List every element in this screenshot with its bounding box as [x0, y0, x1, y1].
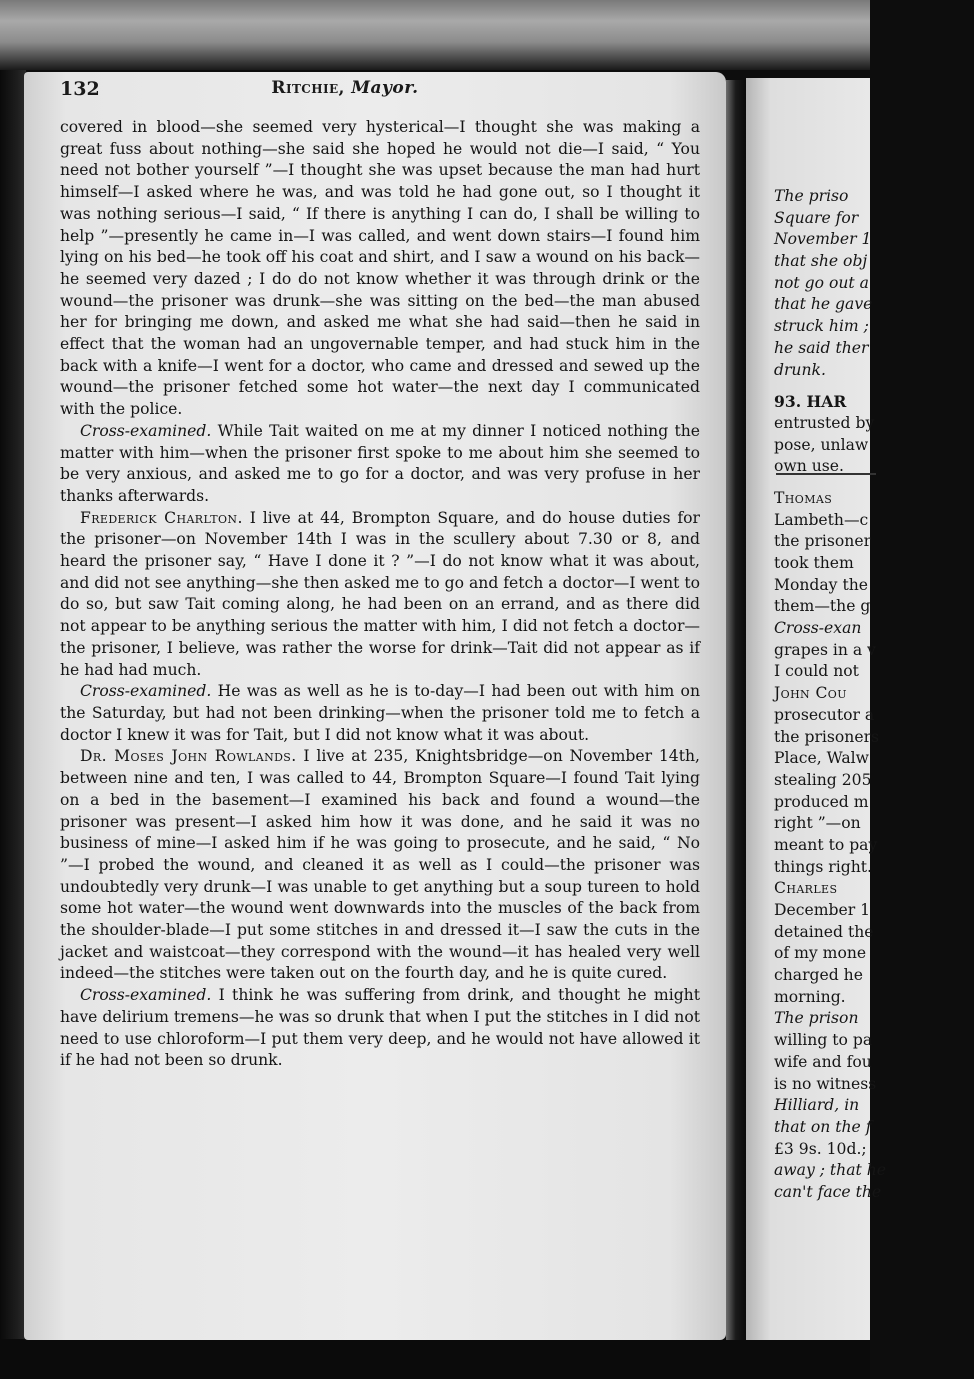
right-page-line: grapes in a v — [774, 640, 876, 659]
right-page-line: he said ther — [774, 338, 869, 357]
running-head — [60, 78, 630, 98]
paragraph — [60, 421, 700, 508]
page-header — [60, 78, 700, 108]
right-page-line: not go out a — [774, 273, 869, 292]
right-page-line: prosecutor a — [774, 705, 875, 724]
right-page-line: November 1 — [774, 230, 872, 249]
right-page-line: entrusted by — [774, 413, 875, 432]
right-page-line: Thomas — [774, 488, 833, 507]
right-page-line: detained the — [774, 922, 874, 941]
right-page-line: stealing 205 — [774, 770, 872, 789]
right-page-line: the prisoners — [774, 727, 880, 746]
right-page-line: that she obj — [774, 252, 868, 271]
right-page-line: pose, unlaw — [774, 435, 869, 454]
paragraph-text: I live at 235, Knightsbridge—on November 14th, between nine and ten, I was called to 44, Brompton Square—I found Tait lying on a bed in the basement—I examined his back and found a wound—the prisoner was present—I asked him how it was done, and he said it was no business of mine—I asked him if he was going to prosecute, and he said, “ No ”—I probed the wound, and cleaned it as well as I could—the prisoner was undoubtedly very drunk—I was unable to get anything but a soup tureen to hold some hot water—the wound went downwards into the muscles of the back from the shoulder-blade—I put some stitches in and dressed it—I saw the cuts in the jacket and waistcoat—they correspond with the wound—it has healed very well indeed—the stitches were taken out on the fourth day, and he is quite cured. — [60, 747, 700, 983]
right-page-line: Lambeth—c — [774, 510, 869, 529]
right-page-line: charged he — [774, 966, 863, 985]
right-page-line: right ”—on — [774, 814, 861, 833]
left-page-edge — [0, 70, 26, 1379]
running-head-name: Ritchie, — [271, 78, 352, 98]
paragraph — [60, 746, 700, 985]
right-page-line: I could not — [774, 662, 859, 681]
right-page-line: December 1 — [774, 901, 871, 919]
right-page-line: them—the g — [774, 597, 871, 616]
paragraph — [60, 117, 700, 421]
right-page-line: £3 9s. 10d.; — [774, 1139, 867, 1158]
right-page-line: Place, Walw — [774, 749, 869, 768]
page-number: 132 — [60, 78, 100, 100]
right-page-line — [774, 381, 974, 391]
right-page-line: the prisoner — [774, 532, 872, 551]
right-page-line: Square for — [774, 208, 859, 227]
right-page-text — [774, 186, 974, 1204]
paragraph-lead: Cross-examined. — [80, 682, 212, 701]
bottom-background-strip — [0, 1339, 870, 1379]
paragraph-lead: Cross-examined. — [80, 986, 212, 1005]
right-page-line: that he gave — [774, 295, 873, 314]
right-page-line: willing to pa — [774, 1031, 873, 1050]
paragraph-lead: Frederick Charlton. — [80, 508, 243, 527]
paragraph-text: He was as well as he is to-day—I had been out with him on the Saturday, but had not been drinking—when the prisoner told me to fetch a doctor I knew it was for Tait, but I did not know what it was about. — [60, 682, 700, 744]
right-page-line: took them — [774, 554, 854, 572]
right-page-line: The prison — [774, 1009, 859, 1028]
right-page-line: away ; that he — [774, 1161, 887, 1180]
right-page-line: own use. — [774, 457, 844, 476]
right-page-line: morning. — [774, 987, 846, 1006]
right-page-fragment — [746, 78, 887, 1340]
right-page-line: drunk. — [774, 360, 826, 379]
right-page-line — [774, 478, 974, 488]
paragraph-text: While Tait waited on me at my dinner I noticed nothing the matter with him—when the prisoner first spoke to me about him she seemed to be very anxious, and asked me to go for a doctor, and was very profuse in her thanks afterwards. — [60, 421, 700, 505]
paragraph — [60, 681, 700, 746]
paragraph-text: covered in blood—she seemed very hysterical—I thought she was making a great fuss about nothing—she said she hoped he would not die—I said, “ You need not bother yourself ”—I thought she was upset because the man had hurt himself—I asked where he was, and was told he had gone out, so I thought it was nothing serious—I said, “ If there is anything I can do, I shall be willing to help ”—presently he came in—I was called, and went down stairs—I found him lying on his bed—he took off his coat and shirt, and I saw a wound on his back—he seemed very dazed ; I do do not know whether it was through drink or the wound—the prisoner was drunk—she was sitting on the bed—the man abused her for bringing me down, and asked me what she had said—then he said in effect that the woman had an ungovernable temper, and had stuck him in the back with a knife—I went for a doctor, who came and dressed and sewed up the wound—the prisoner fetched some hot water—the next day I communicated with the police. — [60, 118, 700, 419]
right-page-line: The priso — [774, 187, 849, 205]
right-page-line: meant to pay — [774, 835, 878, 854]
paragraph-text: I think he was suffering from drink, and thought he might have delirium tremens—he was so drunk that when I put the stitches in I did not need to use chloroform—I put them very deep, and he would not have allowed it if he had not been so drunk. — [60, 986, 700, 1070]
right-page-line: wife and fou — [774, 1052, 872, 1071]
paragraph — [60, 985, 700, 1072]
right-page-line: things right. — [774, 857, 872, 876]
right-page-line: struck him ; — [774, 317, 869, 336]
right-page-line: Hilliard, in — [774, 1096, 860, 1115]
right-page-line: produced m — [774, 792, 869, 811]
right-page-line: that on the f — [774, 1117, 872, 1136]
right-page-line: Charles — [774, 879, 838, 898]
top-background-strip — [0, 0, 870, 70]
page-body — [60, 117, 700, 1072]
paragraph — [60, 508, 700, 682]
paragraph-lead: Cross-examined. — [80, 421, 212, 440]
right-page-line: John Cou — [774, 684, 847, 703]
right-page-line: Monday the — [774, 575, 868, 594]
right-page-line: can't face the — [774, 1182, 882, 1201]
paragraph-text: I live at 44, Brompton Square, and do house duties for the prisoner—on November 14th I was in the scullery about 7.30 or 8, and heard the prisoner say, “ Have I done it ? ”—I do not know what it was about, and did not see anything—she then asked me to go and fetch a doctor—I went to do so, but saw Tait coming along, he had been on an errand, and as there did not appear to be anything serious the matter with him, I did not fetch a doctor—the prisoner, I believe, was rather the worse for drink—Tait did not appear as if he had had much. — [60, 508, 700, 679]
right-page-line: is no witness — [774, 1074, 877, 1093]
right-page-line: 93. HAR — [774, 392, 847, 412]
running-head-title: Mayor. — [351, 78, 419, 98]
right-page-line: Cross-exan — [774, 619, 862, 638]
right-page-line: of my mone — [774, 944, 867, 963]
paragraph-lead: Dr. Moses John Rowlands. — [80, 747, 297, 766]
